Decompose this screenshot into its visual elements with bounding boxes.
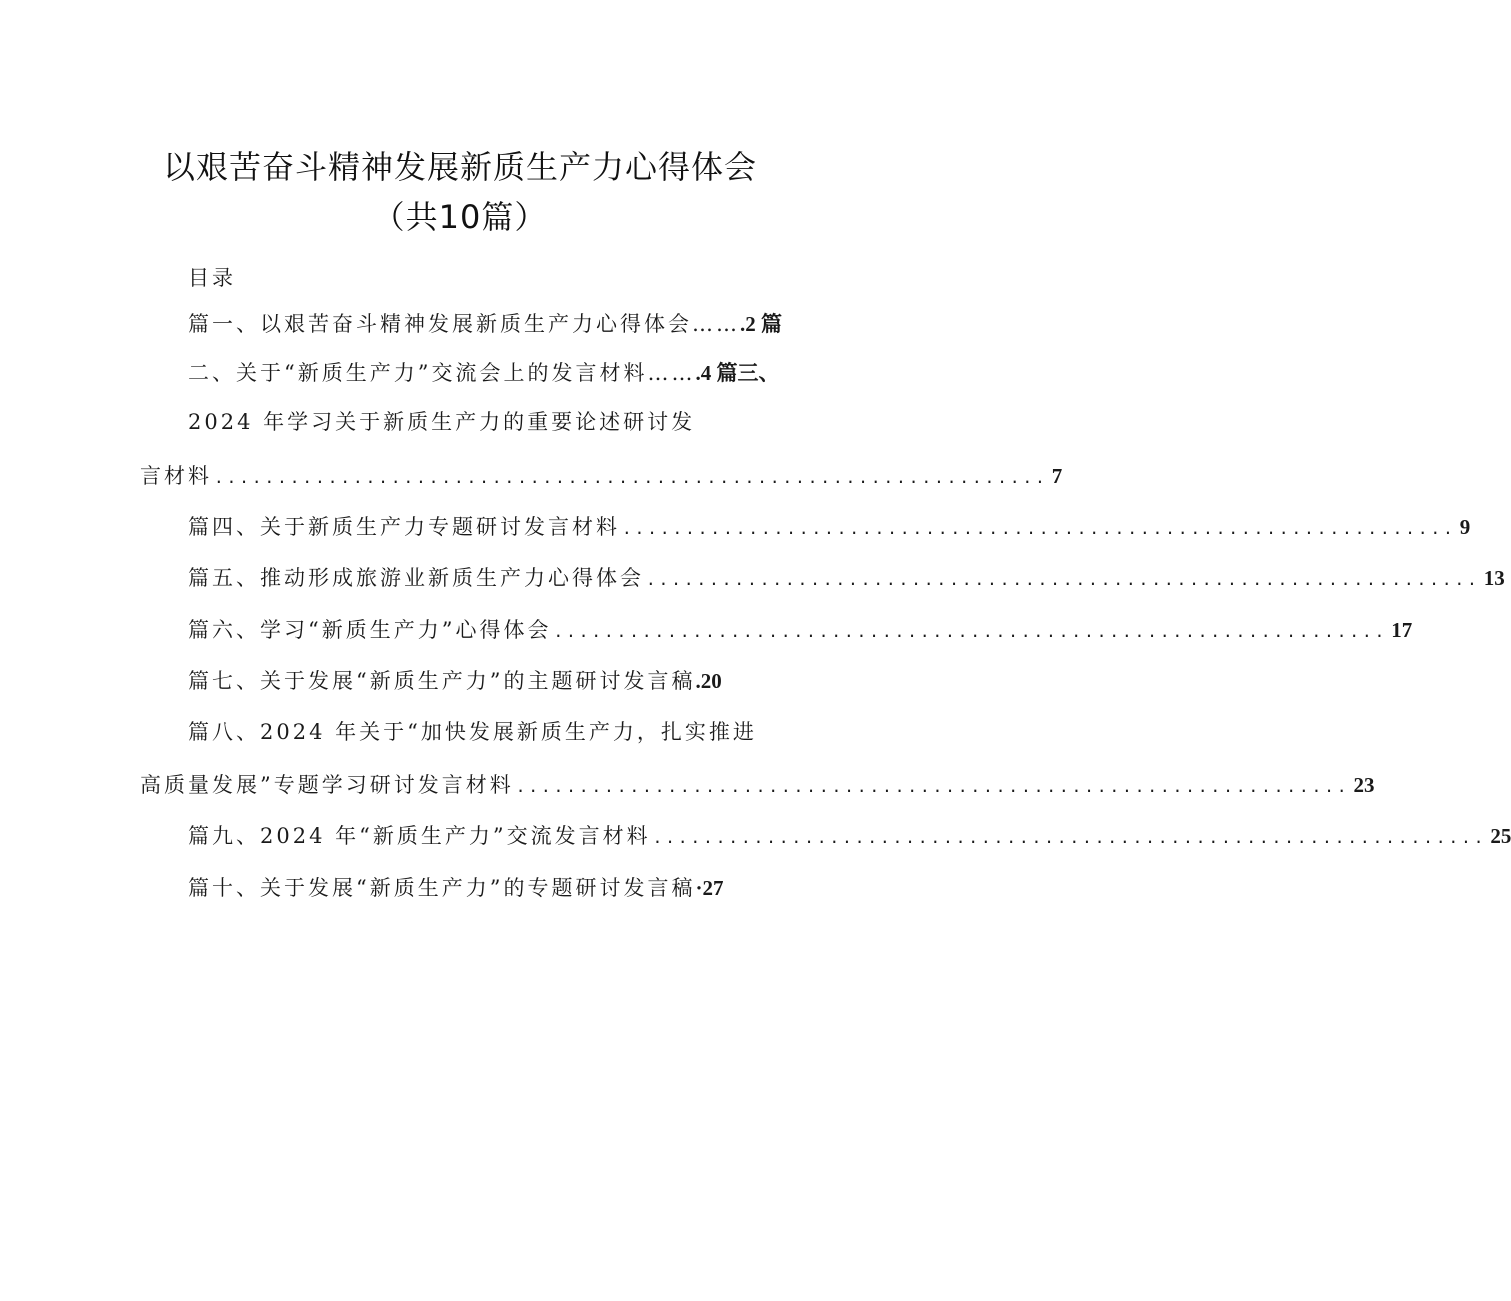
toc-entry-3-line1 — [188, 407, 695, 437]
toc-entry-page: 25 — [1490, 824, 1511, 848]
toc-entry-text: 篇五、推动形成旅游业新质生产力心得体会 — [188, 566, 644, 590]
toc-entry-8-line1 — [188, 717, 757, 747]
toc-entry-text: 二、关于“新质生产力”交流会上的发言材料…… — [188, 361, 696, 385]
toc-heading: 目录 — [188, 266, 236, 290]
toc-entry-text: 篇十、关于发展“新质生产力”的专题研讨发言稿 — [188, 876, 696, 900]
toc-entry-page: 23 — [1353, 773, 1375, 797]
toc-entry-text: 篇八、2024 年关于“加快发展新质生产力，扎实推进 — [188, 720, 757, 744]
toc-entry-4 — [188, 512, 1471, 544]
toc-leader-dots: .................................................................. — [622, 519, 1456, 538]
toc-entry-text: 高质量发展”专题学习研讨发言材料 — [140, 773, 514, 797]
toc-entry-text: 篇一、以艰苦奋斗精神发展新质生产力心得体会…… — [188, 312, 740, 336]
toc-entry-page: 13 — [1483, 566, 1505, 590]
toc-leader-dots: .................................................................. — [553, 622, 1388, 641]
toc-entry-page: .2 篇 — [740, 312, 782, 336]
toc-entry-6 — [188, 615, 1413, 647]
toc-entry-page: 7 — [1051, 464, 1063, 488]
toc-entry-text: 篇四、关于新质生产力专题研讨发言材料 — [188, 515, 620, 539]
document-title: 以艰苦奋斗精神发展新质生产力心得体会 — [162, 148, 757, 186]
toc-entry-page: 17 — [1391, 618, 1413, 642]
toc-leader-dots: .................................................................. — [515, 777, 1350, 796]
toc-entry-3-line2 — [140, 461, 1063, 493]
toc-entry-8-line2 — [140, 770, 1375, 802]
document-subtitle: （共10篇） — [372, 198, 548, 236]
toc-entry-page: ·27 — [695, 876, 724, 900]
toc-entry-text: 篇九、2024 年“新质生产力”交流发言材料 — [188, 824, 651, 848]
toc-leader-dots: .................................................................. — [646, 570, 1480, 589]
toc-entry-7 — [188, 666, 722, 696]
toc-leader-dots: .................................................................. — [214, 468, 1048, 487]
toc-leader-dots: .................................................................. — [652, 828, 1487, 847]
toc-entry-page: 9 — [1459, 515, 1471, 539]
toc-entry-text: 言材料 — [140, 464, 212, 488]
toc-entry-5 — [188, 563, 1505, 595]
toc-entry-2 — [188, 358, 779, 388]
toc-entry-page: .4 篇三、 — [695, 361, 780, 385]
toc-entry-page: .20 — [695, 669, 722, 693]
toc-entry-text: 篇六、学习“新质生产力”心得体会 — [188, 618, 552, 642]
toc-entry-9 — [188, 821, 1511, 853]
toc-entry-1 — [188, 309, 782, 339]
toc-entry-10 — [188, 873, 724, 903]
toc-entry-text: 2024 年学习关于新质生产力的重要论述研讨发 — [188, 410, 696, 434]
toc-entry-text: 篇七、关于发展“新质生产力”的主题研讨发言稿 — [188, 669, 696, 693]
